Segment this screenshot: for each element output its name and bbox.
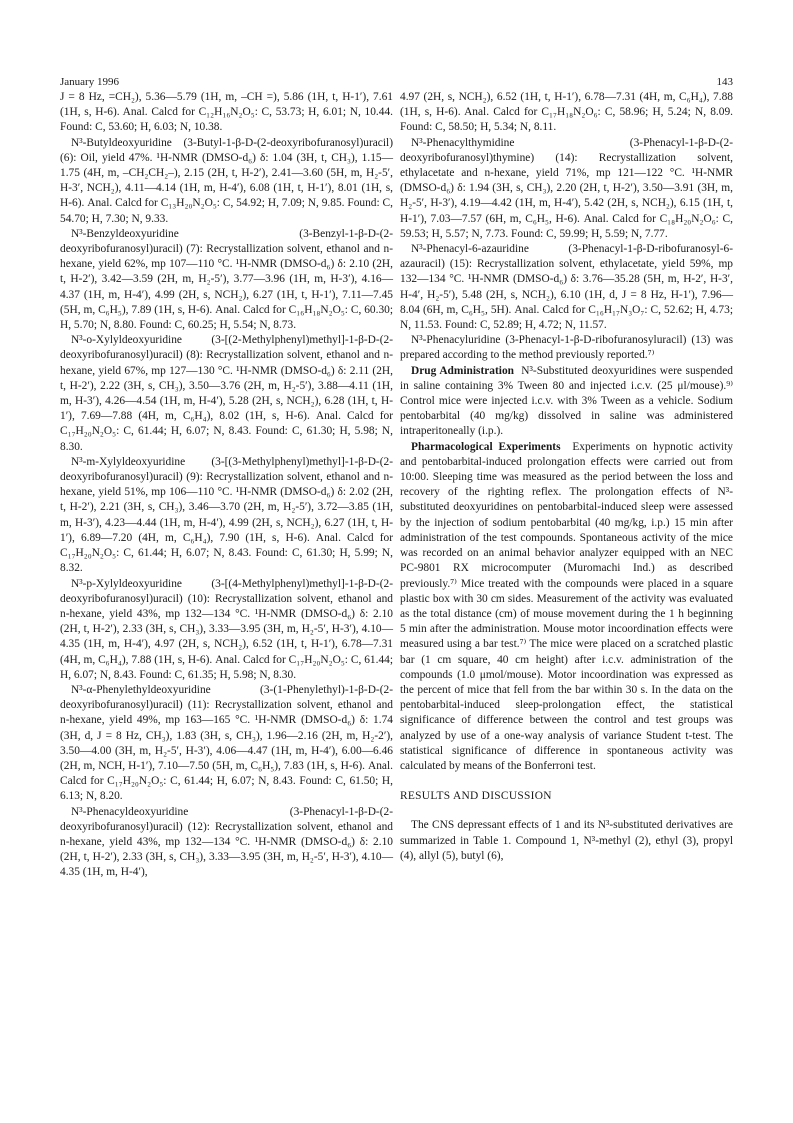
- compound-12-data-continued: 4.97 (2H, s, NCH₂), 6.52 (1H, t, H-1′), 6.78—7.31 (4H, m, C₆H₄), 7.88 (1H, s, H-6). Anal. Calcd for C₁₇H₁₈N₂O₆: C, 58.96; H, 5.24; N, 8.09. Found: C, 58.50; H, 5.34; N, 8.11.: [400, 91, 733, 134]
- compound-12-paragraph: N³-Phenacyldeoxyuridine (3-Phenacyl-1-β-D-(2-deoxyribofuranosyl)uracil) (12): Recrystallization solvent, ethanol and n-hexane, yield 43%, mp 132—134 °C. ¹H-NMR (DMSO-d₆) δ: 2.10 (2H, t, H-2′), 2.33 (3H, s, CH₃), 3.33—3.95 (3H, m, H₂-5′, H-3′), 4.10—4.35 (1H, m, H-4′),: [60, 805, 393, 879]
- drug-administration-heading: Drug Administration: [411, 364, 514, 377]
- pharmacological-experiments-paragraph: [400, 440, 733, 774]
- compound-8-paragraph: N³-o-Xylyldeoxyuridine (3-[(2-Methylphenyl)methyl]-1-β-D-(2-deoxyribofuranosyl)uracil) (8): Recrystallization solvent, ethanol and n-hexane, yield 67%, mp 127—130 °C. ¹H-NMR (DMSO-d₆) δ: 2.11 (2H, t, H-2′), 2.22 (3H, s, CH₃), 3.50—3.76 (2H, m, H₂-5′), 3.88—4.11 (1H, m, H-3′), 4.26—4.54 (1H, m, H-4′), 5.28 (2H, s, NCH₂), 6.28 (1H, t, H-1′), 7.69—7.88 (4H, m, C₆H₄), 8.02 (1H, s, H-6). Anal. Calcd for C₁₇H₂₀N₂O₅: C, 61.44; H, 6.07; N, 8.43. Found: C, 61.30; H, 5.98; N, 8.30.: [60, 334, 393, 453]
- compound-15-paragraph: N³-Phenacyl-6-azauridine (3-Phenacyl-1-β-D-ribofuranosyl-6-azauracil) (15): Recrystallization solvent, ethylacetate, yield 59%, mp 132—134 °C. ¹H-NMR (DMSO-d₆) δ: 3.76—35.28 (5H, m, H-2′, H-3′, H-4′, H₂-5′), 5.48 (2H, s, NCH₂), 6.10 (1H, d, J = 8 Hz, H-1′), 7.96—8.04 (6H, m, C₆H₅, 5H). Anal. Calcd for C₁₆H₁₇N₃O₇: C, 52.62; H, 4.73; N, 11.53. Found: C, 52.89; H, 4.72; N, 11.57.: [400, 243, 733, 332]
- drug-administration-text: N³-Substituted deoxyuridines were suspended in saline containing 3% Tween 80 and injected i.c.v. (25 μl/mouse).⁹⁾ Control mice were injected i.c.v. with 3% Tween as a vehicle. Sodium pentobarbital (40 mg/kg) dissolved in saline was administered intraperitoneally (i.p.).: [400, 364, 733, 438]
- compound-5-data-continued: J = 8 Hz, =CH₂), 5.36—5.79 (1H, m, –CH =), 5.86 (1H, t, H-1′), 7.61 (1H, s, H-6). Anal. Calcd for C₁₂H₁₆N₂O₅: C, 53.73; H, 6.01; N, 10.44. Found: C, 53.60; H, 6.03; N, 10.38.: [60, 91, 393, 134]
- compound-14-paragraph: N³-Phenacylthymidine (3-Phenacyl-1-β-D-(2-deoxyribofuranosyl)thymine) (14): Recrystallization solvent, ethylacetate and n-hexane, yield 71%, mp 121—122 °C. ¹H-NMR (DMSO-d₆) δ: 1.94 (3H, s, CH₃), 2.20 (2H, t, H-2′), 3.50—3.91 (3H, m, H₂-5′, H-3′), 4.19—4.42 (1H, m, H-4′), 5.42 (2H, s, NCH₂), 6.15 (1H, t, H-1′), 7.03—7.57 (6H, m, C₆H₅, H-6). Anal. Calcd for C₁₈H₂₀N₂O₆: C, 59.53; H, 5.57; N, 7.73. Found: C, 59.99; H, 5.59; N, 7.77.: [400, 136, 733, 240]
- drug-administration-paragraph: [400, 364, 733, 440]
- pharmacological-experiments-heading: Pharmacological Experiments: [411, 440, 561, 453]
- compound-9-paragraph: N³-m-Xylyldeoxyuridine (3-[(3-Methylphenyl)methyl]-1-β-D-(2-deoxyribofuranosyl)uracil) (9): Recrystallization solvent, ethanol and n-hexane, yield 51%, mp 106—110 °C. ¹H-NMR (DMSO-d₆) δ: 2.02 (2H, t, H-2′), 2.21 (3H, s, CH₃), 3.46—3.70 (2H, m, H₂-5′), 3.72—3.85 (1H, m, H-3′), 4.23—4.44 (1H, m, H-4′), 4.99 (2H, s, NCH₂), 6.27 (1H, t, H-1′), 6.89—7.20 (4H, m, C₆H₄), 7.90 (1H, s, H-6). Anal. Calcd for C₁₇H₂₀N₂O₅: C, 61.44; H, 6.07; N, 8.43. Found: C, 61.30; H, 5.99; N, 8.32.: [60, 455, 393, 575]
- compound-7-paragraph: N³-Benzyldeoxyuridine (3-Benzyl-1-β-D-(2-deoxyribofuranosyl)uracil) (7): Recrystallization solvent, ethanol and n-hexane, yield 62%, mp 107—110 °C. ¹H-NMR (DMSO-d₆) δ: 2.10 (2H, t, H-2′), 3.42—3.59 (2H, m, H₂-5′), 3.77—3.96 (1H, m, H-3′), 4.16—4.37 (1H, m, H-4′), 4.99 (2H, s, NCH₂), 6.27 (1H, t, H-1′), 7.11—7.45 (5H, m, C₆H₅), 7.89 (1H, s, H-6). Anal. Calcd for C₁₆H₁₈N₂O₅: C, 60.30; H, 5.70; N, 8.80. Found: C, 60.25; H, 5.54; N, 8.73.: [60, 227, 393, 332]
- left-column: [60, 90, 393, 881]
- compound-13-paragraph: N³-Phenacyluridine (3-Phenacyl-1-β-D-ribofuranosyluracil) (13) was prepared according to the method previously reported.⁷⁾: [400, 334, 733, 362]
- compound-10-paragraph: N³-p-Xylyldeoxyuridine (3-[(4-Methylphenyl)methyl]-1-β-D-(2-deoxyribofuranosyl)uracil) (10): Recrystallization solvent, ethanol and n-hexane, yield 43%, mp 132—134 °C. ¹H-NMR (DMSO-d₆) δ: 2.10 (2H, t, H-2′), 2.33 (3H, s, CH₃), 3.33—3.95 (3H, m, H₂-5′, H-3′), 4.10—4.35 (1H, m, H-4′), 4.97 (2H, s, NCH₂), 6.52 (1H, t, H-1′), 6.78—7.31 (4H, m, C₆H₄), 7.88 (1H, s, H-6). Anal. Calcd for C₁₇H₂₀N₂O₅: C, 61.44; H, 6.07; N, 8.43. Found: C, 61.35; H, 5.98; N, 8.30.: [60, 577, 393, 681]
- running-header-date: January 1996: [60, 76, 119, 88]
- pharmacological-experiments-text: Experiments on hypnotic activity and pentobarbital-induced prolongation effects were carried out from 10:00. Sleeping time was measured as the period between the loss and recovery of the righting reflex. The prolongation effects of N³-substituted deoxyuridines on pentobarbital-induced sleep were assessed by the injection of sodium pentobarbital (40 mg/kg, i.p.) 15 min after administration of the test compounds. Spontaneous activity of the mice was recorded on an animal behavior analyzer equipped with an NEC PC-9801 RX microcomputer (Muromachi Ind.) as described previously.⁷⁾ Mice treated with the compounds were placed in a square plastic box with 30 cm sides. Measurement of the activity was evaluated as the total distance (cm) of mouse movement during the 1 h beginning 5 min after the administration. Mouse motor incoordination effects were measured using a bar test.⁷⁾ The mice were placed on a scratched plastic bar (1 cm square, 40 cm height) after i.c.v. administration of the compounds (1.0 μmol/mouse). Motor incoordination was expressed as the percent of mice that fell from the bar within 30 s. In the data on the pentobarbital-induced sleep-prolongation effect, the statistical significance of difference between the control and test groups was analyzed by use of a one-way analysis of variance Student t-test. The statistical significance of difference in spontaneous activity was calculated by means of the Bonferroni test.: [400, 440, 733, 772]
- results-discussion-text: The CNS depressant effects of 1 and its N³-substituted derivatives are summarized in Table 1. Compound 1, N³-methyl (2), ethyl (3), propyl (4), allyl (5), butyl (6),: [400, 819, 733, 862]
- compound-6-paragraph: N³-Butyldeoxyuridine (3-Butyl-1-β-D-(2-deoxyribofuranosyl)uracil) (6): Oil, yield 47%. ¹H-NMR (DMSO-d₆) δ: 1.04 (3H, t, CH₃), 1.15—1.75 (4H, m, –CH₂CH₂–), 2.15 (2H, t, H-2′), 2.41—3.60 (5H, m, H₂-5′, H-3′, NCH₂), 4.11—4.14 (1H, m, H-4′), 6.08 (1H, t, H-1′), 8.01 (1H, s, H-6). Anal. Calcd for C₁₃H₂₀N₂O₅: C, 54.92; H, 7.09; N, 9.85. Found: C, 54.70; H, 7.30; N, 9.33.: [60, 136, 393, 225]
- right-column: [400, 90, 733, 864]
- compound-11-paragraph: N³-α-Phenylethyldeoxyuridine (3-(1-Phenylethyl)-1-β-D-(2-deoxyribofuranosyl)uracil) (11): Recrystallization solvent, ethanol and n-hexane, yield 49%, mp 163—165 °C. ¹H-NMR (DMSO-d₆) δ: 1.74 (3H, d, J = 8 Hz, CH₃), 1.83 (3H, s, CH₃), 1.96—2.16 (2H, m, H₂-2′), 3.50—4.00 (3H, m, H₂-5′, H-3′), 4.06—4.47 (1H, m, H-4′), 6.00—6.46 (2H, m, NCH, H-1′), 7.10—7.50 (5H, m, C₆H₅), 7.83 (1H, s, H-6). Anal. Calcd for C₁₇H₂₀N₂O₅: C, 61.44; H, 6.07; N, 8.43. Found: C, 61.50; H, 6.13; N, 8.20.: [60, 683, 393, 803]
- results-discussion-heading: RESULTS AND DISCUSSION: [400, 790, 552, 803]
- page-number: 143: [716, 76, 733, 88]
